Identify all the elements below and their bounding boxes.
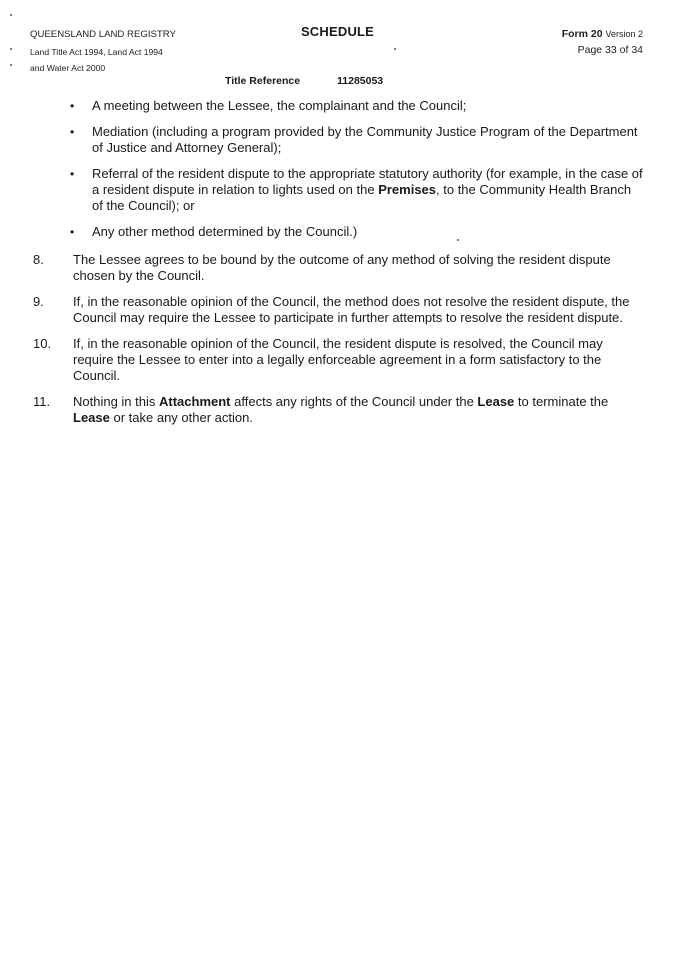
bullet-item (33, 224, 643, 240)
scan-speck (10, 14, 12, 16)
legislation-line-2: and Water Act 2000 (30, 63, 106, 73)
defined-term-lease: Lease (73, 410, 110, 425)
bullet-item (33, 166, 643, 214)
document-body (33, 98, 643, 436)
bullet-text: A meeting between the Lessee, the complainant and the Council; (92, 98, 467, 113)
scan-speck (10, 48, 12, 50)
bullet-dot: • (70, 225, 75, 239)
title-reference-label: Title Reference (225, 75, 301, 87)
title-reference-value: 11285053 (337, 75, 384, 87)
clause-10 (33, 336, 643, 384)
bullet-text: Referral of the resident dispute to the appropriate statutory authority (for example, in the case of a resident dispute in relation to lights used on the Premises, to the Community Health Branch of the Council); or (92, 166, 643, 213)
clause-11 (33, 394, 643, 426)
bullet-text: Mediation (including a program provided by the Community Justice Program of the Department of Justice and Attorney General); (92, 124, 638, 155)
form-version: Version 2 (605, 29, 643, 39)
bullet-dot: • (70, 99, 75, 113)
clause-8 (33, 252, 643, 284)
bullet-dot: • (70, 125, 75, 139)
form-number: Form 20 (561, 28, 603, 40)
schedule-title: SCHEDULE (300, 24, 375, 39)
defined-term-premises: Premises (378, 182, 437, 197)
clause-number: 8. (33, 252, 44, 267)
scan-speck (457, 239, 459, 241)
defined-term-lease: Lease (477, 394, 515, 409)
page-number: Page 33 of 34 (577, 44, 643, 56)
clause-number: 9. (33, 294, 44, 309)
registry-name: QUEENSLAND LAND REGISTRY (30, 29, 176, 40)
clause-text: If, in the reasonable opinion of the Council, the method does not resolve the resident dispute, the Council may require the Lessee to participate in further attempts to resolve the resident dispute. (73, 294, 630, 325)
title-reference (225, 75, 383, 87)
clause-number: 10. (33, 336, 52, 351)
clause-9 (33, 294, 643, 326)
bullet-item (33, 98, 643, 114)
bullet-item (33, 124, 643, 156)
scan-speck (10, 64, 12, 66)
clause-text: If, in the reasonable opinion of the Council, the resident dispute is resolved, the Council may require the Lessee to enter into a legally enforceable agreement in a form satisfactory to the Council. (73, 336, 603, 383)
clause-text: Nothing in this Attachment affects any rights of the Council under the Lease to terminate the Lease or take any other action. (73, 394, 609, 425)
bullet-text: Any other method determined by the Council.) (92, 224, 358, 239)
clause-number: 11. (33, 394, 51, 409)
legislation-line-1: Land Title Act 1994, Land Act 1994 (30, 46, 163, 57)
scan-speck (394, 48, 396, 50)
form-info (562, 26, 643, 58)
bullet-dot: • (70, 167, 75, 181)
clause-text: The Lessee agrees to be bound by the outcome of any method of solving the resident dispute chosen by the Council. (73, 252, 611, 283)
defined-term-attachment: Attachment (159, 394, 231, 409)
